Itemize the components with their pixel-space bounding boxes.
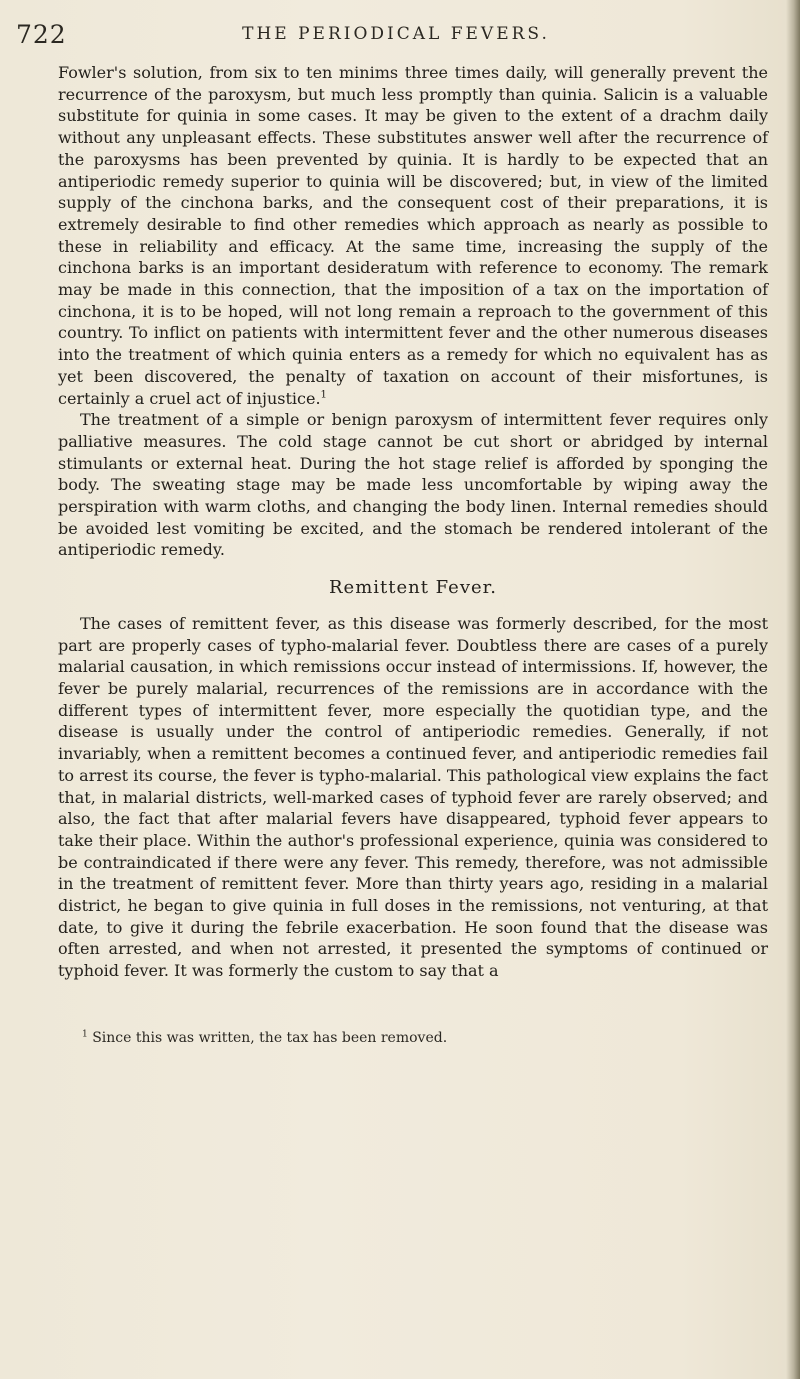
- section-heading: Remittent Fever.: [328, 577, 498, 599]
- footnote-marker: 1: [82, 1029, 88, 1040]
- page-edge-shadow: [786, 0, 800, 1379]
- page-number: 722: [16, 20, 67, 49]
- footnote-reference[interactable]: 1: [320, 389, 327, 401]
- page-header: [16, 20, 776, 60]
- paragraph-text: Fowler's solution, from six to ten minims three times daily, will generally prevent the recurrence of the paroxysm, but much less promptly than quinia. Salicin is a valuable substitute for quinia in some cases. It may be given to the extent of a drachm daily without any unpleasant effects. These substitutes answer well after the recurrence of the paroxysms has been prevented by quinia. It is hardly to be expected that an antiperiodic remedy superior to quinia will be discovered; but, in view of the limited supply of the cinchona barks, and the consequent cost of their preparations, it is extremely desirable to find other remedies which approach as nearly as possible to these in reliability and efficacy. At the same time, increasing the supply of the cinchona barks is an important desideratum with reference to economy. The remark may be made in this connection, that the imposition of a tax on the importation of cinchona, it is to be hoped, will not long remain a reproach to the government of this country. To inflict on patients with intermittent fever and the other numerous diseases into the treatment of which quinia enters as a remedy for which no equivalent has as yet been discovered, the penalty of taxation on account of their misfortunes, is certainly a cruel act of injustice.: [58, 63, 768, 408]
- body-text: [58, 62, 768, 982]
- running-title: THE PERIODICAL FEVERS.: [242, 24, 550, 44]
- paragraph-quinia-substitutes: [58, 62, 768, 409]
- paragraph-paroxysm-treatment: The treatment of a simple or benign paroxysm of intermittent fever requires only palliative measures. The cold stage cannot be cut short or abridged by internal stimulants or external heat. During the hot stage relief is afforded by sponging the body. The sweating stage may be made less uncomfortable by wiping away the perspiration with warm cloths, and changing the body linen. Internal remedies should be avoided lest vomiting be excited, and the stomach be rendered intolerant of the antiperiodic remedy.: [58, 410, 768, 560]
- paragraph-remittent-fever: The cases of remittent fever, as this disease was formerly described, for the most part are properly cases of typho-malarial fever. Doubtless there are cases of a purely malarial causation, in which remissions occur instead of intermissions. If, however, the fever be purely malarial, recurrences of the remissions are in accordance with the different types of intermittent fever, more especially the quotidian type, and the disease is usually under the control of antiperiodic remedies. Generally, if not invariably, when a remittent becomes a continued fever, and antiperiodic remedies fail to arrest its course, the fever is typho-malarial. This pathological view explains the fact that, in malarial districts, well-marked cases of typhoid fever are rarely observed; and also, the fact that after malarial fevers have disappeared, typhoid fever appears to take their place. Within the author's professional experience, quinia was considered to be contraindicated if there were any fever. This remedy, therefore, was not admissible in the treatment of remittent fever. More than thirty years ago, residing in a malarial district, he began to give quinia in full doses in the remissions, not venturing, at that date, to give it during the febrile exacerbation. He soon found that the disease was often arrested, and when not arrested, it presented the symptoms of continued or typhoid fever. It was formerly the custom to say that a: [58, 613, 768, 981]
- footnote: [82, 1030, 447, 1046]
- footnote-text: Since this was written, the tax has been removed.: [92, 1030, 448, 1046]
